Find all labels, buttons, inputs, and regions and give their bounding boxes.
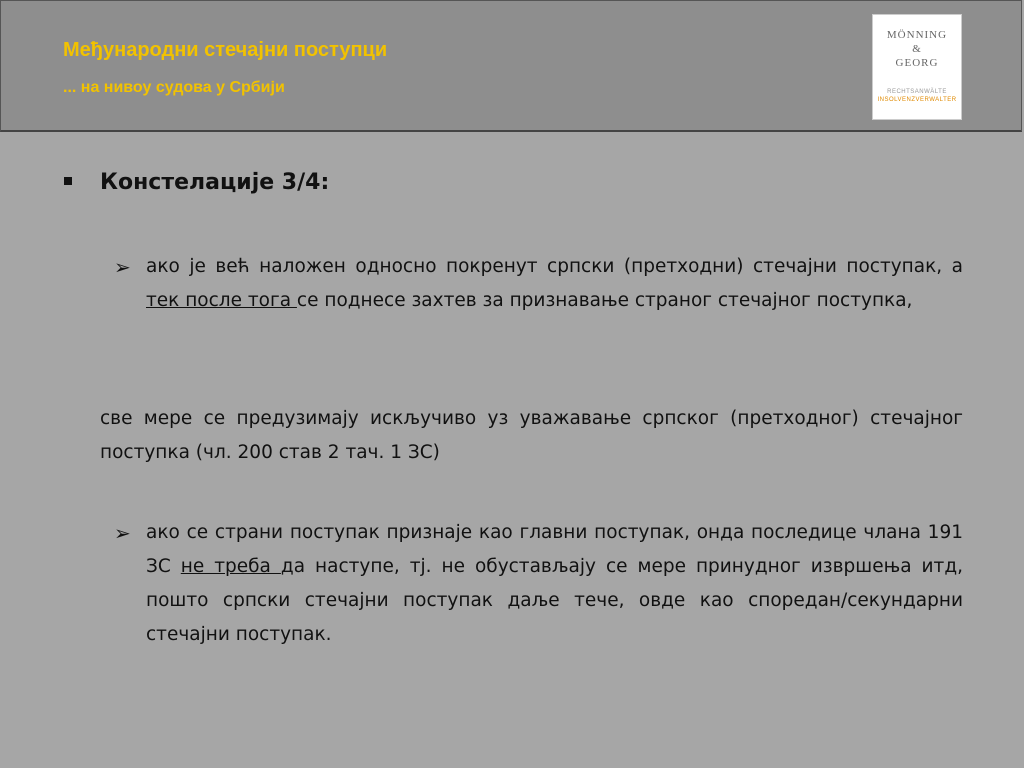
logo-tagline-2: INSOLVENZVERWALTER (877, 97, 957, 103)
arrow-bullet-icon: ➢ (114, 521, 131, 545)
bullet-paragraph-1 (114, 250, 963, 318)
slide-subtitle: ... на нивоу судова у Србији (63, 79, 285, 96)
paragraph-3-underlined: не треба (180, 556, 281, 577)
logo-line-1: MÖNNING (886, 29, 948, 41)
logo-tagline-1: RECHTSANWÄLTE (887, 89, 947, 95)
arrow-bullet-icon: ➢ (114, 255, 131, 279)
slide-title: Међународни стечајни поступци (63, 39, 388, 61)
slide-header (0, 0, 1022, 132)
paragraph-1-underlined: тек после тога (146, 290, 297, 311)
paragraph-3-text-b: да наступе, тј. не обустављају се мере принудног извршења итд, пошто српски стечајни поступак даље тече, овде као споредан/секундарни стечајни поступак. (146, 556, 964, 645)
logo-line-2: & (912, 43, 922, 55)
paragraph-2: све мере се предузимају искључиво уз уважавање српског (претходног) стечајног поступка (чл. 200 став 2 тач. 1 ЗС) (100, 408, 963, 463)
paragraph-1-text-b: се поднесе захтев за признавање страног стечајног поступка, (296, 290, 913, 311)
paragraph-1-text-a: ако је већ наложен односно покренут српски (претходни) стечајни поступак, а (146, 256, 963, 277)
logo-line-3: GEORG (895, 57, 939, 69)
paragraph-3-text-a: ако се страни поступак признаје као главни поступак, онда последице члана 191 ЗС (146, 522, 963, 577)
bullet-paragraph-3 (114, 516, 964, 652)
square-bullet-icon (64, 177, 72, 185)
company-logo (872, 14, 962, 120)
section-heading-text: Констелације 3/4: (100, 170, 330, 195)
